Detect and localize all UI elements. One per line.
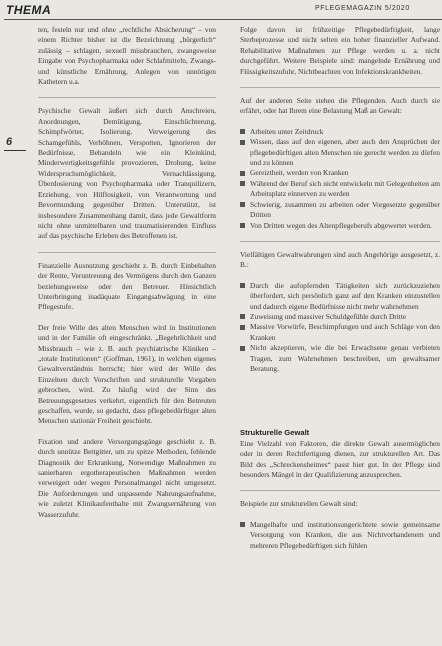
- margin-number: 6: [6, 136, 13, 148]
- list-item: Massive Vorwürfe, Beschimpfungen und auch Schläge von den Kranken: [240, 322, 440, 343]
- list-item: Nicht akzeptieren, wie die bei Erwachsene genau verbieten Tragen, zum Wahrnehmen beschreiben, um gewaltsamer Beratung.: [240, 343, 440, 374]
- paragraph: Auf der anderen Seite stehen die Pflegenden. Auch durch sie erfährt, oder hat Ihrem eine Belastung Maß an Gewalt:: [240, 96, 440, 116]
- paragraph: Vielfältigen Gewaltwahrungen sind auch Angehörige ausgesetzt, z. B.:: [240, 249, 440, 270]
- list-item: Zuweisung und massiver Schuldgefühle durch Dritte: [240, 312, 440, 322]
- paragraph: Finanzielle Ausnutzung geschieht z. B. durch Einbehalten der Rente, Veruntreuung des Vermögens durch den Ganzen beziehungsweise oder den Betreuer. Hinsichtlich Unterbringung inadäquate Eingangsabwägung in eine Pflegestufe.: [38, 260, 216, 312]
- bullet-list: [240, 281, 440, 375]
- divider: [240, 490, 440, 491]
- list-item: Gereiztheit, werden von Kranken: [240, 168, 440, 178]
- paragraph: Beispiele zur strukturellen Gewalt sind:: [240, 499, 358, 509]
- list-item: Wissen, dass auf den eigenen, aber auch den Ansprüchen der pflegebedürftigen alten Menschen nie gerecht werden zu dürfen und zu können: [240, 137, 440, 168]
- left-column: [38, 25, 216, 530]
- divider: [38, 252, 216, 253]
- list-item: Durch die aufopfernden Tätigkeiten sich zurückzuziehen überfordert, sich persönlich ganz auf den Kranken einzustellen und dadurch eigene Bedürfnisse nicht mehr wahrnehmen: [240, 281, 440, 312]
- margin-number-rule: [4, 150, 26, 151]
- divider: [240, 87, 440, 88]
- list-item: Arbeiten unter Zeitdruck: [240, 127, 440, 137]
- paragraph: Fixation und andere Versorgungsgänge geschieht z. B. durch unnütze Bettgitter, um zu spitze Methoden, fehlende Diagnostik der Erkrankung, Notwendige Maßnahmen zu sanierbaren ergotherapeutischen Maßnahmen werden verweigert oder wegen Personalmangel nicht umgesetzt. Die Anforderungen und unpassende Nahrungsaufnahme, wie zuletzt Klinikaufenthalte mit Zwangsernährung von Wasserzufuhr.: [38, 436, 216, 519]
- bullet-list: [240, 520, 440, 551]
- magazine-name: PFLEGEMAGAZIN 5/2020: [315, 5, 410, 12]
- section-title: THEMA: [6, 3, 52, 17]
- paragraph: Der freie Wille des alten Menschen wird in Institutionen und in der Familie oft eingeschränkt. „Begehrlichkeit und Missbrauch – wie z. B. auch psychiatrische Kliniken – „totale Institutionen“ (Goffman, 1961), in welchen eigenes Gewaltverständnis herrscht; hier wird der Wille des Einzelnen durch Vorschriften und strukturelle Vorgaben gebrochen, wird. Zu häufig wird der Sinn des Betreuungsgesetzes verkehrt, eigentlich für den Betreuten geschaffen, wurde, so gedacht, dass pflegebedürftiger alten Menschen stationär Freiheit geschieht.: [38, 322, 216, 426]
- divider: [240, 241, 440, 242]
- paragraph: Psychische Gewalt äußert sich durch Anschreien, Anordnungen, Demütigung, Einschüchterung, Schimpfwörter, Isolierung, Verweigerung des Schamgefühls, Verhöhnen, Verspotten, Ignorieren der Bedürfnisse, Behandeln wie ein Kleinkind, Minderwertigkeitsgefühle provozieren, Drohung, keine Widerspruchsmöglichkeit, Vernachlässigung, Überdosierung von Psychopharmaka oder Tranquilizern, Erziehung, von Hilflosigkeit, von Verantwortung und Bevormundung gegenüber Dritten. Unterstützt, ist insbesondere Zusammenhang damit, dass jede Gewaltform nicht ohne unmittelbaren und traumatisierenden Einfluss auf das psychische Erleben des Betroffenen ist.: [38, 106, 216, 241]
- paragraph: ten, festeln nur und ohne „rechtliche Absicherung“ – von einem Richter bisher ist die Bezeichnung „bürgerlich“ zulässig – schlagen, sexuell missbrauchen, zwangsweise Eingabe von Psychopharmaka oder Schlafmitteln, Zwangs- und künstliche Ernährung, Anlegen von unnötigen Kathetern u.a.: [38, 25, 216, 87]
- list-item: Mangelhafte und institutionsungerichtete sowie gemeinsame Versorgung von Kranken, die aus Nichtvorhandenem und mehreren Pflegebedürftigen sich fühlen: [240, 520, 440, 551]
- paragraph: Eine Vielzahl von Faktoren, die direkte Gewalt ausermöglichen oder in deren Rechtfertigung dienen, zur strukturellen Art. Das Bild des „Schreckensheimes“ passt hier gut. In der Pflege sind besonders Mängel in der Qualifizierung anzusprechen.: [240, 438, 440, 479]
- list-item: Während der Beruf sich nicht entwickeln mit Gelegenheiten am Arbeitsplatz einnerven zu werden: [240, 179, 440, 200]
- list-item: Schwierig, zusammen zu arbeiten oder Vorgesetzte gegenüber Dritten: [240, 200, 440, 221]
- right-column: [240, 25, 440, 561]
- paragraph: Folge davon ist frühzeitige Pflegebedürftigkeit, lange Sterbeprozesse und nicht selten ein hoher finanzieller Aufwand. Rehabilitative Maßnahmen zur Pflege werden u. a. nicht durchgeführt. Weitere Beispiele sind: mangelnde Ernährung und Flüssigkeitszufuhr, Nichtbeachten von Infektionskrankheiten.: [240, 25, 440, 76]
- bullet-list: [240, 127, 440, 231]
- divider: [38, 97, 216, 98]
- list-item: Von Dritten wegen des Altenpflegeberufs abgewertet werden.: [240, 221, 440, 231]
- header-divider: [4, 19, 442, 20]
- spacer: [240, 384, 440, 424]
- subsection-title: Strukturelle Gewalt: [240, 428, 310, 438]
